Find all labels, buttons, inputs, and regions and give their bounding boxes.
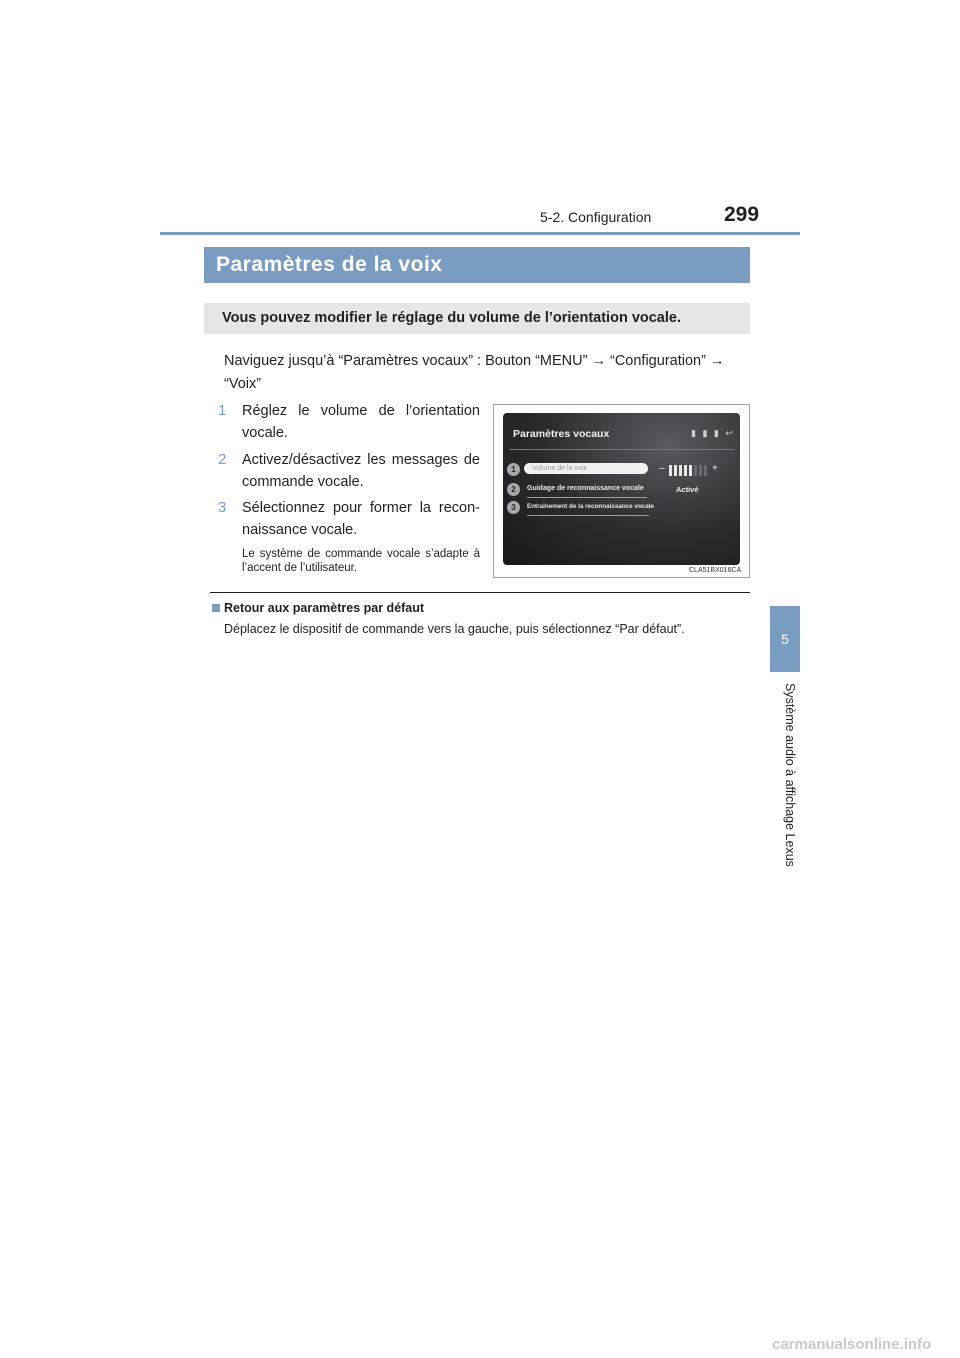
header-rule: [160, 232, 800, 235]
volume-bar: [689, 465, 692, 476]
navigation-text: Naviguez jusqu’à “Paramètres vocaux” : Bouton “MENU” → “Configuration” → “Voix”: [224, 353, 725, 392]
step-text: Sélectionnez pour former la recon-naissance vocale.: [242, 500, 480, 538]
row-underline: [527, 515, 649, 516]
screen-row-number: 3: [507, 501, 520, 514]
step-text: Activez/désactivez les messages de commande vocale.: [242, 452, 480, 490]
status-icons: ▮ ▮ ▮ ↩: [691, 428, 735, 438]
section-title: Paramètres de la voix: [204, 247, 750, 283]
step-number: 3: [218, 499, 227, 516]
subsection-heading: [212, 601, 424, 615]
voice-guidance-status: Activé: [676, 485, 699, 494]
page-number: 299: [724, 203, 760, 226]
step-3: [218, 497, 480, 541]
subsection-heading-text: Retour aux paramètres par défaut: [224, 601, 425, 615]
display-screen: [503, 413, 740, 565]
header-section: 5-2. Configuration: [540, 209, 652, 225]
subsection-text: Déplacez le dispositif de commande vers la gauche, puis sélectionnez “Par défaut”.: [224, 622, 685, 636]
step-3-note: Le système de commande vocale s’adapte à l’accent de l’utilisateur.: [242, 548, 480, 574]
step-number: 2: [218, 451, 227, 468]
volume-bar: [704, 465, 707, 476]
volume-bar: [694, 465, 697, 476]
screenshot-figure: [493, 404, 750, 578]
voice-guidance-row: Guidage de reconnaissance vocale: [527, 485, 644, 492]
intro-box: Vous pouvez modifier le réglage du volume de l’orientation vocale.: [204, 303, 750, 334]
volume-bar: [699, 465, 702, 476]
figure-code: CLA51BX016CA: [689, 567, 742, 574]
volume-plus: +: [712, 463, 718, 474]
screen-divider: [509, 449, 734, 450]
voice-training-row: Entraînement de la reconnaissance vocale: [527, 503, 655, 510]
watermark: carmanualsonline.info: [772, 1336, 932, 1353]
chapter-title: Système audio à affichage Lexus: [783, 683, 797, 867]
step-number: 1: [218, 402, 227, 419]
chapter-tab: 5: [770, 606, 800, 672]
volume-minus: –: [659, 463, 665, 474]
volume-bar: [684, 465, 687, 476]
screen-row-number: 1: [507, 463, 520, 476]
screen-title: Paramètres vocaux: [513, 428, 610, 440]
volume-bar: [679, 465, 682, 476]
row-underline: [527, 497, 647, 498]
volume-bar: [674, 465, 677, 476]
step-2: [218, 449, 480, 493]
bottom-rule: [210, 592, 750, 593]
step-1: [218, 400, 480, 444]
square-bullet-icon: [212, 604, 220, 612]
volume-bar: [669, 465, 672, 476]
screen-row-number: 2: [507, 483, 520, 496]
voice-volume-row: Volume de la voix: [524, 463, 648, 474]
step-text: Réglez le volume de l’orientation vocale.: [242, 403, 480, 441]
